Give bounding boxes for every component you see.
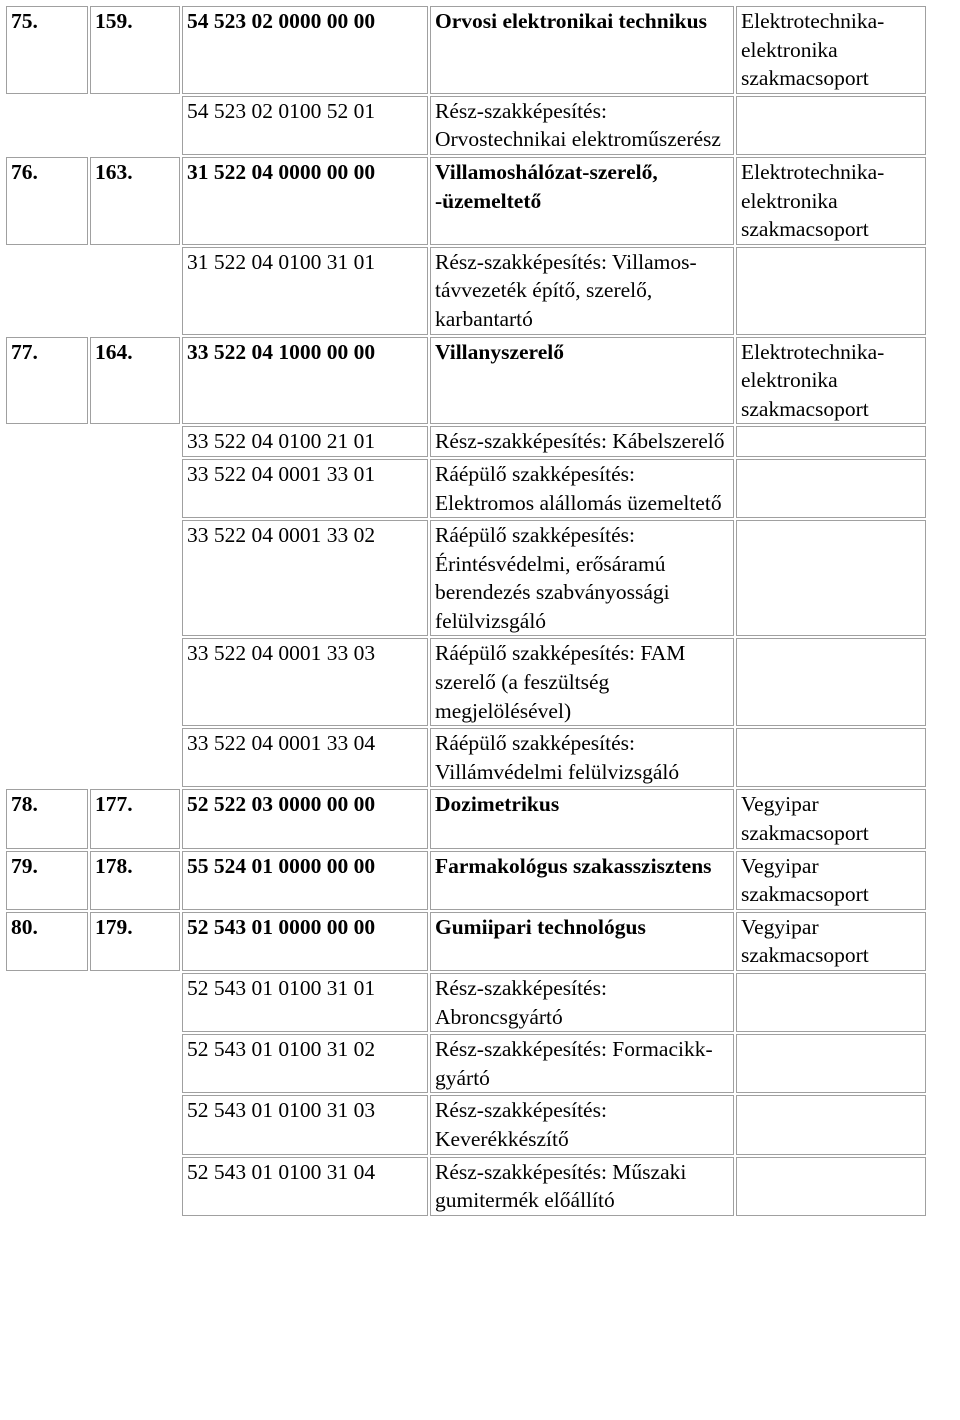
- sub-qualification-row: [6, 973, 926, 1032]
- reference-number-cell: 159.: [90, 6, 180, 94]
- qualification-name-cell: Rész-szakképesítés: Műszaki gumitermék előállító: [430, 1157, 734, 1216]
- row-number-cell: [6, 1095, 88, 1154]
- qualification-code-cell: 52 543 01 0100 31 02: [182, 1034, 428, 1093]
- qualification-name-cell: Ráépülő szakképesítés: FAM szerelő (a feszültség megjelölésével): [430, 638, 734, 726]
- main-qualification-row: [6, 337, 926, 425]
- qualification-name-cell: Orvosi elektronikai technikus: [430, 6, 734, 94]
- occupation-group-cell: [736, 1157, 926, 1216]
- qualification-code-cell: 31 522 04 0100 31 01: [182, 247, 428, 335]
- qualification-code-cell: 33 522 04 0100 21 01: [182, 426, 428, 457]
- reference-number-cell: [90, 728, 180, 787]
- reference-number-cell: [90, 638, 180, 726]
- qualification-name-cell: Villamoshálózat-szerelő, -üzemeltető: [430, 157, 734, 245]
- row-number-cell: 75.: [6, 6, 88, 94]
- qualification-code-cell: 54 523 02 0000 00 00: [182, 6, 428, 94]
- occupation-group-cell: [736, 247, 926, 335]
- sub-qualification-row: [6, 1034, 926, 1093]
- sub-qualification-row: [6, 520, 926, 636]
- qualification-code-cell: 52 543 01 0000 00 00: [182, 912, 428, 971]
- sub-qualification-row: [6, 1157, 926, 1216]
- reference-number-cell: [90, 1157, 180, 1216]
- reference-number-cell: 164.: [90, 337, 180, 425]
- qualification-name-cell: Gumiipari technológus: [430, 912, 734, 971]
- qualification-code-cell: 54 523 02 0100 52 01: [182, 96, 428, 155]
- occupation-group-cell: Vegyipar szakmacsoport: [736, 851, 926, 910]
- qualification-name-cell: Ráépülő szakképesítés: Érintésvédelmi, erősáramú berendezés szabványossági felülvizsgáló: [430, 520, 734, 636]
- qualification-name-cell: Rész-szakképesítés: Abroncsgyártó: [430, 973, 734, 1032]
- reference-number-cell: [90, 96, 180, 155]
- occupation-group-cell: Elektrotechnika-elektronika szakmacsoport: [736, 6, 926, 94]
- row-number-cell: [6, 1157, 88, 1216]
- row-number-cell: 77.: [6, 337, 88, 425]
- row-number-cell: 80.: [6, 912, 88, 971]
- qualification-name-cell: Dozimetrikus: [430, 789, 734, 848]
- sub-qualification-row: [6, 96, 926, 155]
- main-qualification-row: [6, 912, 926, 971]
- qualification-code-cell: 33 522 04 1000 00 00: [182, 337, 428, 425]
- qualification-table: [4, 4, 928, 1218]
- occupation-group-cell: [736, 1034, 926, 1093]
- occupation-group-cell: [736, 1095, 926, 1154]
- main-qualification-row: [6, 851, 926, 910]
- sub-qualification-row: [6, 1095, 926, 1154]
- reference-number-cell: [90, 426, 180, 457]
- main-qualification-row: [6, 157, 926, 245]
- qualification-name-cell: Ráépülő szakképesítés: Villámvédelmi felülvizsgáló: [430, 728, 734, 787]
- qualification-name-cell: Rész-szakképesítés: Orvostechnikai elektroműszerész: [430, 96, 734, 155]
- sub-qualification-row: [6, 638, 926, 726]
- qualification-code-cell: 52 543 01 0100 31 03: [182, 1095, 428, 1154]
- row-number-cell: 78.: [6, 789, 88, 848]
- qualification-code-cell: 33 522 04 0001 33 04: [182, 728, 428, 787]
- occupation-group-cell: [736, 520, 926, 636]
- qualification-name-cell: Rész-szakképesítés: Kábelszerelő: [430, 426, 734, 457]
- sub-qualification-row: [6, 426, 926, 457]
- qualification-code-cell: 33 522 04 0001 33 03: [182, 638, 428, 726]
- qualification-code-cell: 33 522 04 0001 33 02: [182, 520, 428, 636]
- row-number-cell: [6, 973, 88, 1032]
- row-number-cell: [6, 520, 88, 636]
- row-number-cell: [6, 426, 88, 457]
- reference-number-cell: [90, 247, 180, 335]
- occupation-group-cell: Elektrotechnika-elektronika szakmacsoport: [736, 157, 926, 245]
- occupation-group-cell: [736, 96, 926, 155]
- qualification-name-cell: Rész-szakképesítés: Villamos-távvezeték építő, szerelő, karbantartó: [430, 247, 734, 335]
- reference-number-cell: 179.: [90, 912, 180, 971]
- sub-qualification-row: [6, 459, 926, 518]
- occupation-group-cell: [736, 638, 926, 726]
- main-qualification-row: [6, 789, 926, 848]
- sub-qualification-row: [6, 728, 926, 787]
- occupation-group-cell: [736, 426, 926, 457]
- qualification-code-cell: 52 543 01 0100 31 04: [182, 1157, 428, 1216]
- reference-number-cell: 177.: [90, 789, 180, 848]
- row-number-cell: [6, 1034, 88, 1093]
- qualification-name-cell: Rész-szakképesítés: Keverékkészítő: [430, 1095, 734, 1154]
- reference-number-cell: [90, 459, 180, 518]
- occupation-group-cell: [736, 973, 926, 1032]
- qualification-name-cell: Farmakológus szakasszisztens: [430, 851, 734, 910]
- qualification-code-cell: 55 524 01 0000 00 00: [182, 851, 428, 910]
- occupation-group-cell: [736, 728, 926, 787]
- occupation-group-cell: Vegyipar szakmacsoport: [736, 912, 926, 971]
- row-number-cell: [6, 96, 88, 155]
- row-number-cell: [6, 638, 88, 726]
- qualification-table-body: [6, 6, 926, 1216]
- qualification-name-cell: Rész-szakképesítés: Formacikk-gyártó: [430, 1034, 734, 1093]
- reference-number-cell: [90, 973, 180, 1032]
- reference-number-cell: [90, 1095, 180, 1154]
- row-number-cell: 76.: [6, 157, 88, 245]
- row-number-cell: [6, 728, 88, 787]
- reference-number-cell: [90, 520, 180, 636]
- qualification-code-cell: 52 522 03 0000 00 00: [182, 789, 428, 848]
- reference-number-cell: 163.: [90, 157, 180, 245]
- row-number-cell: [6, 247, 88, 335]
- row-number-cell: 79.: [6, 851, 88, 910]
- reference-number-cell: 178.: [90, 851, 180, 910]
- qualification-code-cell: 31 522 04 0000 00 00: [182, 157, 428, 245]
- occupation-group-cell: Vegyipar szakmacsoport: [736, 789, 926, 848]
- qualification-name-cell: Ráépülő szakképesítés: Elektromos alállomás üzemeltető: [430, 459, 734, 518]
- occupation-group-cell: [736, 459, 926, 518]
- row-number-cell: [6, 459, 88, 518]
- qualification-name-cell: Villanyszerelő: [430, 337, 734, 425]
- qualification-code-cell: 52 543 01 0100 31 01: [182, 973, 428, 1032]
- main-qualification-row: [6, 6, 926, 94]
- sub-qualification-row: [6, 247, 926, 335]
- occupation-group-cell: Elektrotechnika-elektronika szakmacsoport: [736, 337, 926, 425]
- qualification-code-cell: 33 522 04 0001 33 01: [182, 459, 428, 518]
- reference-number-cell: [90, 1034, 180, 1093]
